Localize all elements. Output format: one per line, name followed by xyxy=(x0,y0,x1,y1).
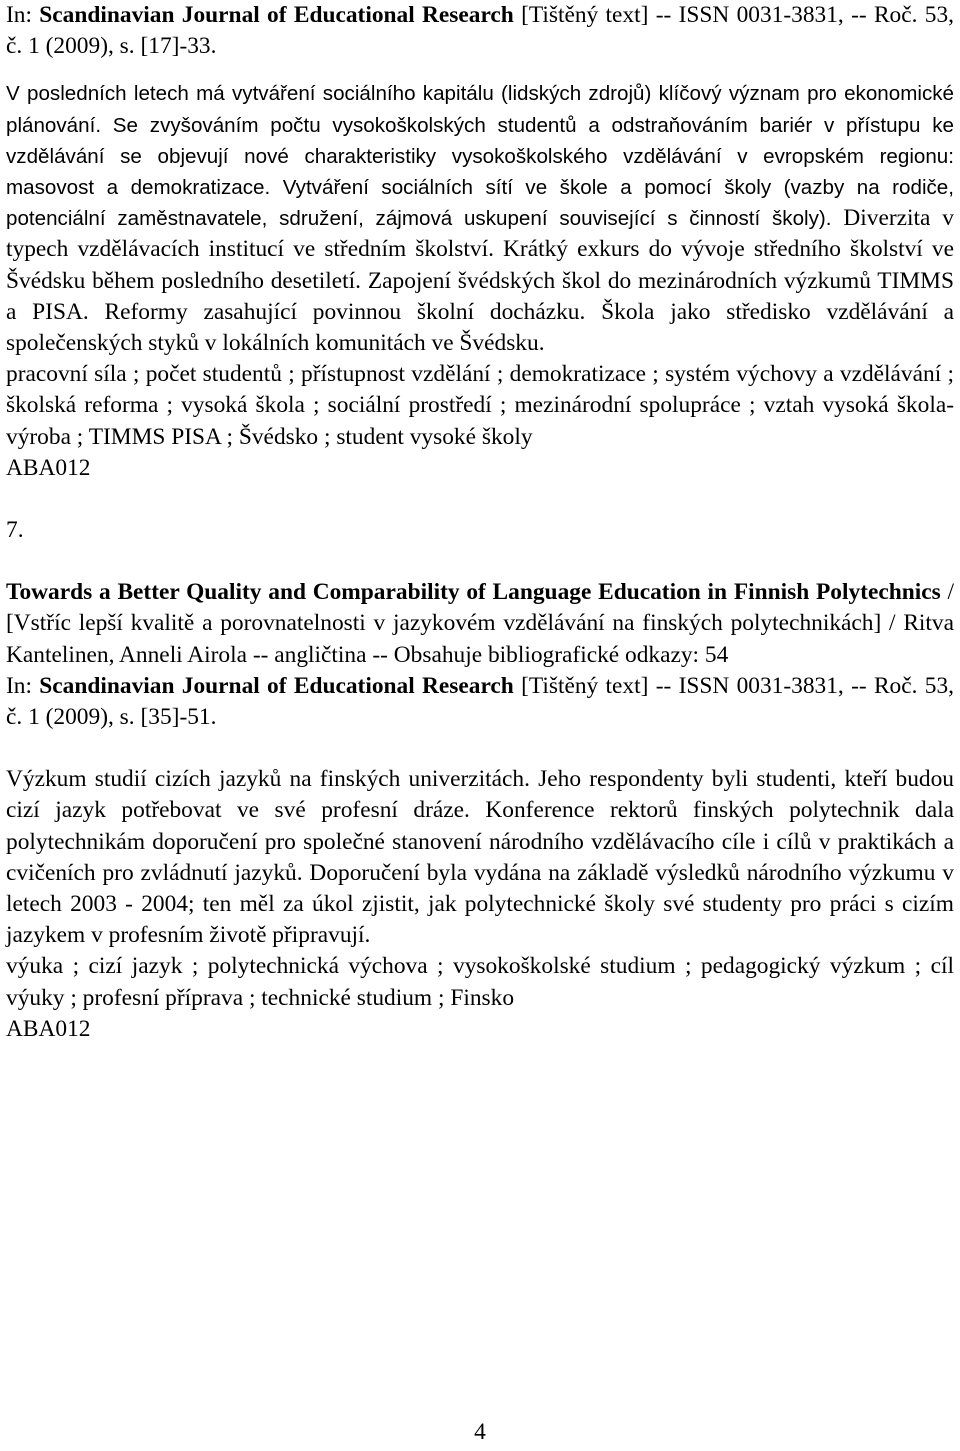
record-7-title-details: / [Vstříc lepší kvalitě a porovnatelnosti v jazykovém vzdělávání na finských polytechnikách] / Ritva Kantelinen, Anneli Airola -- angličtina -- Obsahuje bibliografické odkazy: 54 xyxy=(6,579,954,668)
record-6-keywords: pracovní síla ; počet studentů ; přístupnost vzdělání ; demokratizace ; systém výchovy a vzdělávání ; školská reforma ; vysoká škola ; sociální prostředí ; mezinárodní spolupráce ; vztah vysoká škola-výroba ; TIMMS PISA ; Švédsko ; student vysoké školy xyxy=(6,361,954,450)
record-7-number: 7. xyxy=(6,517,24,544)
record-6-abstract-part-b: Diverzita v typech vzdělávacích institucí ve středním školství. Krátký exkurs do vývoje středního školství ve Švédsku během posledního desetiletí. Zapojení švédských škol do mezinárodních výzkumů TIMMS a PISA. Reformy zasahující povinnou školní docházku. Škola jako středisko vzdělávání a společenských styků v lokálních komunitách ve Švédsku. xyxy=(6,205,954,357)
record-7-abstract: Výzkum studií cizích jazyků na finských univerzitách. Jeho respondenty byli studenti, kteří budou cizí jazyk potřebovat ve své profesní dráze. Konference rektorů finských polytechnik dala polytechnikám doporučení pro společné stanovení národního vzdělávacího cíle i cílů v praktikách a cvičeních pro zvládnutí jazyků. Doporučení byla vydána na základě výsledků národního výzkumu v letech 2003 - 2004; ten měl za úkol zjistit, jak polytechnické školy své studenty pro práci s cizím jazykem v profesním životě připravují. xyxy=(6,766,954,949)
record-7-keywords: výuka ; cizí jazyk ; polytechnická výchova ; vysokoškolské studium ; pedagogický výzkum ; cíl výuky ; profesní příprava ; technické studium ; Finsko xyxy=(6,953,954,1011)
record-6-source: In: Scandinavian Journal of Educational Research [Tištěný text] -- ISSN 0031-3831, -- Roč. 53, č. 1 (2009), s. [17]-33. xyxy=(6,2,954,60)
record-6-abstract-part-a: V posledních letech má vytváření sociálního kapitálu (lidských zdrojů) klíčový význam pro ekonomické plánování. Se zvyšováním počtu vysokoškolských studentů a odstraňováním bariér v přístupu ke vzdělávání se objevují nové charakteristiky vysokoškolského vzdělávání v evropském regionu: masovost a demokratizace. Vytváření sociálních sítí ve škole a pomocí školy (vazby na rodiče, potenciální zaměstnavatele, sdružení, zájmová uskupení související s činností školy). xyxy=(6,82,954,231)
record-7-source: In: Scandinavian Journal of Educational Research [Tištěný text] -- ISSN 0031-3831, -- Roč. 53, č. 1 (2009), s. [35]-51. xyxy=(6,672,954,731)
record-7-journal: Scandinavian Journal of Educational Research xyxy=(39,672,514,699)
record-6-abstract xyxy=(6,78,954,359)
page-number: 4 xyxy=(474,1419,486,1445)
record-6-journal: Scandinavian Journal of Educational Research xyxy=(39,2,514,28)
document-page xyxy=(6,0,954,1045)
record-7-title: Towards a Better Quality and Comparability of Language Education in Finnish Polytechnics xyxy=(6,579,941,606)
record-6-code: ABA012 xyxy=(6,454,91,481)
record-7-code: ABA012 xyxy=(6,1015,91,1042)
record-7-heading xyxy=(6,577,954,671)
